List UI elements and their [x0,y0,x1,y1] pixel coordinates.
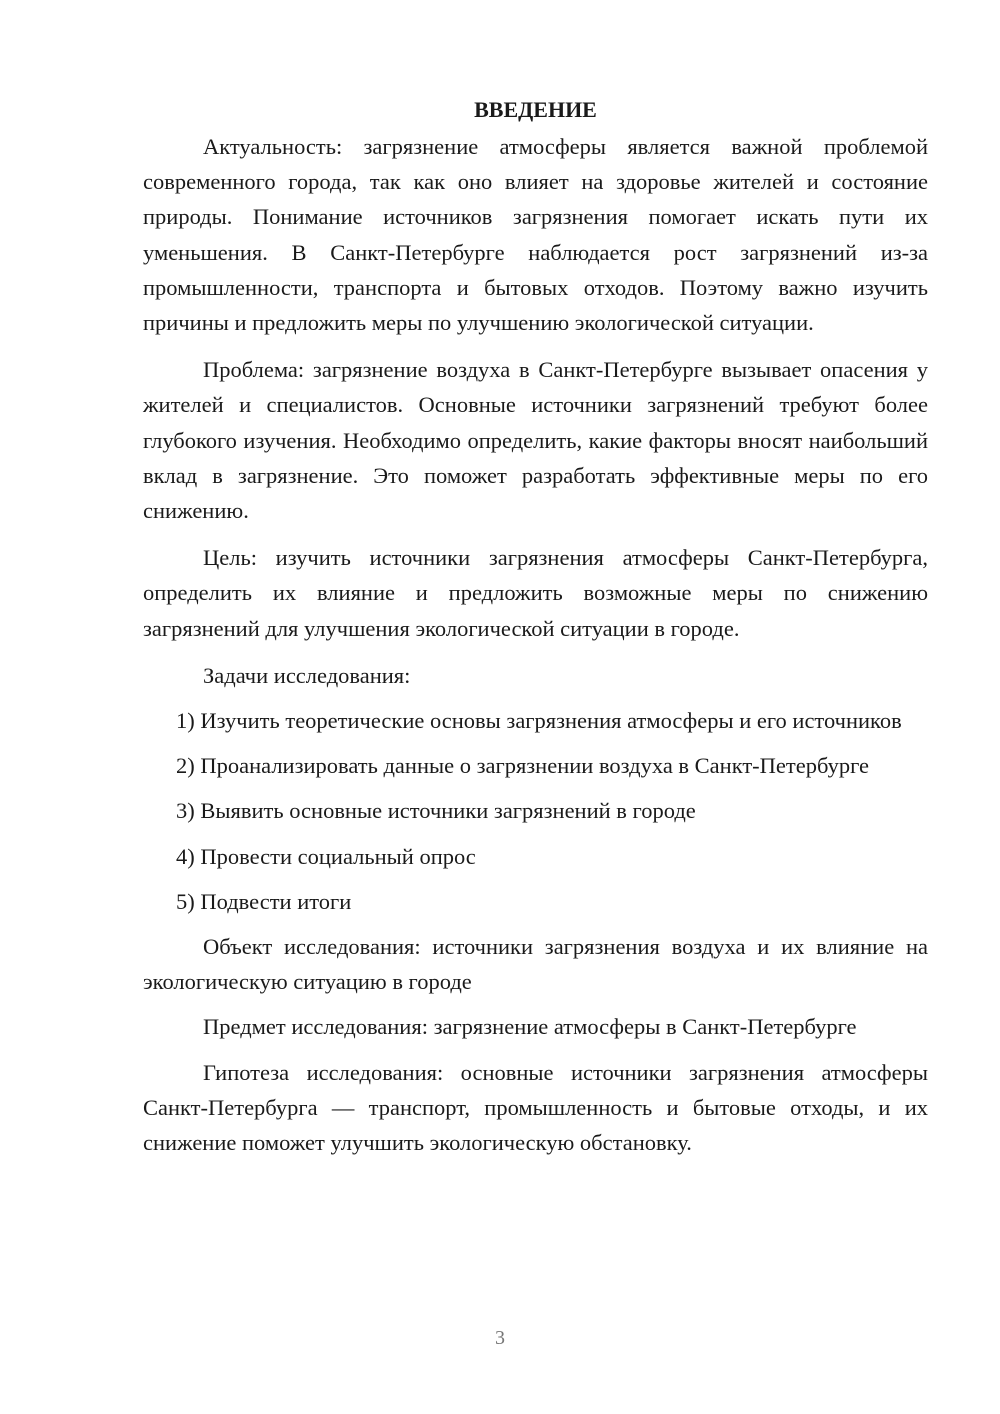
document-page [143,92,928,1160]
page-number: 3 [495,1327,505,1349]
section-title: ВВЕДЕНИЕ [474,97,597,122]
hypothesis-paragraph: Гипотеза исследования: основные источники загрязнения атмосферы Санкт-Петербурга — транспорт, промышленность и бытовые отходы, и их снижение поможет улучшить экологическую обстановку. [143,1059,928,1156]
subject-paragraph: Предмет исследования: загрязнение атмосферы в Санкт-Петербурге [203,1014,857,1040]
problem-paragraph: Проблема: загрязнение воздуха в Санкт-Петербурге вызывает опасения у жителей и специалистов. Основные источники загрязнений требуют более глубокого изучения. Необходимо определить, какие факторы вносят наибольший вклад в загрязнение. Это поможет разработать эффективные меры по его снижению. [143,357,928,524]
task-item-4: 4) Провести социальный опрос [176,843,476,869]
object-paragraph: Объект исследования: источники загрязнения воздуха и их влияние на экологическую ситуацию в городе [143,934,928,995]
task-item-3: 3) Выявить основные источники загрязнений в городе [176,798,696,824]
relevance-paragraph: Актуальность: загрязнение атмосферы является важной проблемой современного города, так как оно влияет на здоровье жителей и состояние природы. Понимание источников загрязнения помогает искать пути их уменьшения. В Санкт-Петербурге наблюдается рост загрязнений из-за промышленности, транспорта и бытовых отходов. Поэтому важно изучить причины и предложить меры по улучшению экологической ситуации. [143,134,928,336]
task-item-2: 2) Проанализировать данные о загрязнении воздуха в Санкт-Петербурге [176,753,869,779]
task-item-5: 5) Подвести итоги [176,888,352,914]
goal-paragraph: Цель: изучить источники загрязнения атмосферы Санкт-Петербурга, определить их влияние и предложить возможные меры по снижению загрязнений для улучшения экологической ситуации в городе. [143,545,928,641]
task-item-1: 1) Изучить теоретические основы загрязнения атмосферы и его источников [176,708,902,734]
tasks-heading: Задачи исследования: [203,662,411,688]
